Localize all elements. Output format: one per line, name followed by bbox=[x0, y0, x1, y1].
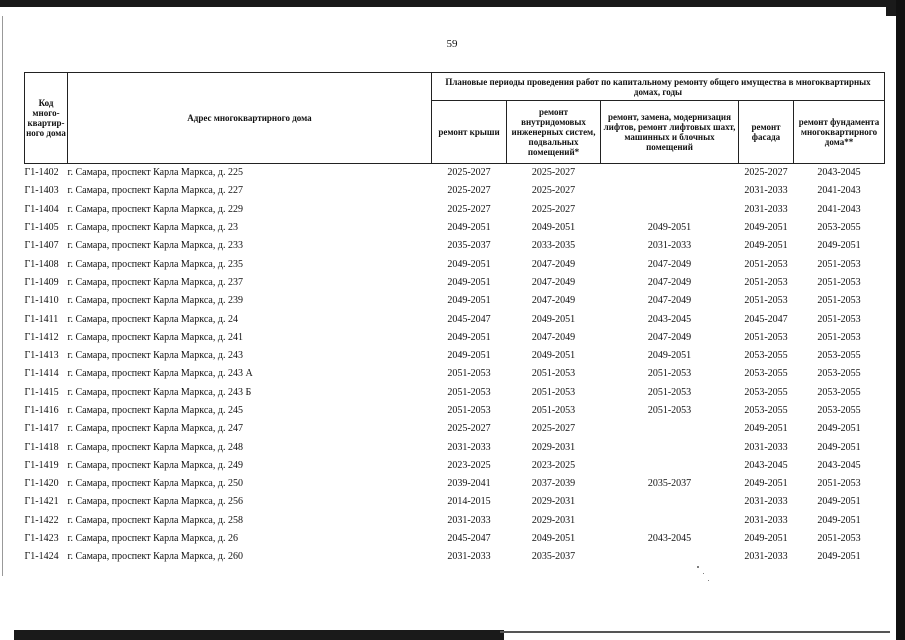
elevator-period bbox=[601, 493, 739, 511]
foundation-period: 2053-2055 bbox=[817, 350, 861, 362]
table-row bbox=[25, 164, 885, 183]
elevator-period: 2047-2049 bbox=[647, 331, 692, 343]
facade-period: 2031-2033 bbox=[744, 496, 788, 508]
table-row bbox=[25, 365, 885, 383]
roof-period: 2025-2027 bbox=[447, 167, 491, 179]
elevator-period: 2047-2049 bbox=[647, 276, 692, 288]
house-address: г. Самара, проспект Карла Маркса, д. 243 Б bbox=[67, 386, 252, 398]
elevator-period: 2051-2053 bbox=[647, 405, 692, 416]
table-row bbox=[25, 329, 885, 347]
house-code: Г1-1405 bbox=[24, 222, 59, 234]
house-address: г. Самара, проспект Карла Маркса, д. 249 bbox=[67, 459, 243, 471]
engineering-period: 2023-2025 bbox=[531, 459, 576, 471]
header-elevators: ремонт, замена, модернизация лифтов, ремонт лифтовых шахт, машинных и блочных помещений bbox=[601, 101, 739, 164]
foundation-period: 2043-2045 bbox=[817, 167, 861, 179]
foundation-period: 2051-2053 bbox=[817, 331, 861, 343]
scan-border-bottom bbox=[14, 630, 504, 640]
foundation-period: 2051-2053 bbox=[817, 313, 861, 325]
house-code: Г1-1413 bbox=[24, 350, 59, 362]
scan-border-right bbox=[896, 0, 905, 640]
engineering-period: 2047-2049 bbox=[531, 331, 576, 343]
table-body bbox=[25, 164, 885, 567]
elevator-period bbox=[601, 512, 739, 530]
engineering-period: 2051-2053 bbox=[531, 368, 576, 380]
house-code: Г1-1402 bbox=[24, 167, 59, 179]
table-row bbox=[25, 512, 885, 530]
engineering-period: 2033-2035 bbox=[531, 240, 576, 252]
foundation-period: 2049-2051 bbox=[817, 496, 861, 508]
page-number: 59 bbox=[446, 38, 458, 50]
house-address: г. Самара, проспект Карла Маркса, д. 237 bbox=[67, 276, 243, 288]
table-row bbox=[25, 274, 885, 292]
table-row bbox=[25, 182, 885, 200]
roof-period: 2051-2053 bbox=[447, 368, 491, 380]
house-address: г. Самара, проспект Карла Маркса, д. 250 bbox=[67, 478, 243, 490]
engineering-period: 2047-2049 bbox=[531, 276, 576, 288]
roof-period: 2025-2027 bbox=[447, 423, 491, 435]
house-code: Г1-1416 bbox=[24, 405, 59, 416]
foundation-period: 2049-2051 bbox=[817, 423, 861, 435]
elevator-period bbox=[601, 420, 739, 438]
engineering-period: 2029-2031 bbox=[531, 496, 576, 508]
foundation-period: 2043-2045 bbox=[817, 459, 861, 471]
elevator-period: 2047-2049 bbox=[647, 258, 692, 270]
house-code: Г1-1409 bbox=[24, 276, 59, 288]
foundation-period: 2041-2043 bbox=[817, 185, 861, 197]
foundation-period: 2051-2053 bbox=[817, 276, 861, 288]
house-code: Г1-1407 bbox=[24, 240, 59, 252]
roof-period: 2035-2037 bbox=[447, 240, 491, 252]
house-code: Г1-1404 bbox=[24, 203, 59, 215]
elevator-period: 2049-2051 bbox=[647, 222, 692, 234]
facade-period: 2031-2033 bbox=[744, 441, 788, 453]
table-row bbox=[25, 292, 885, 310]
roof-period: 2031-2033 bbox=[447, 551, 491, 563]
scan-border-top-gap bbox=[0, 7, 886, 16]
facade-period: 2031-2033 bbox=[744, 551, 788, 563]
table-row bbox=[25, 237, 885, 255]
elevator-period bbox=[601, 182, 739, 200]
elevator-period: 2051-2053 bbox=[647, 368, 692, 380]
house-address: г. Самара, проспект Карла Маркса, д. 227 bbox=[67, 185, 243, 197]
foundation-period: 2049-2051 bbox=[817, 551, 861, 563]
header-facade: ремонт фасада bbox=[739, 101, 794, 164]
header-code: Код много-квартир-ного дома bbox=[25, 73, 68, 164]
house-address: г. Самара, проспект Карла Маркса, д. 239 bbox=[67, 295, 243, 307]
facade-period: 2053-2055 bbox=[744, 386, 788, 398]
scan-speck bbox=[708, 580, 709, 581]
header-foundation: ремонт фундамента многоквартирного дома** bbox=[794, 101, 885, 164]
house-address: г. Самара, проспект Карла Маркса, д. 26 bbox=[67, 533, 238, 545]
roof-period: 2049-2051 bbox=[447, 350, 491, 362]
foundation-period: 2053-2055 bbox=[817, 386, 861, 398]
engineering-period: 2035-2037 bbox=[531, 551, 576, 563]
roof-period: 2049-2051 bbox=[447, 295, 491, 307]
table-row bbox=[25, 530, 885, 548]
foundation-period: 2049-2051 bbox=[817, 441, 861, 453]
roof-period: 2049-2051 bbox=[447, 276, 491, 288]
roof-period: 2031-2033 bbox=[447, 441, 491, 453]
house-code: Г1-1410 bbox=[24, 295, 59, 307]
elevator-period bbox=[601, 201, 739, 219]
engineering-period: 2025-2027 bbox=[531, 423, 576, 435]
house-code: Г1-1424 bbox=[24, 551, 59, 563]
house-code: Г1-1417 bbox=[24, 423, 59, 435]
elevator-period: 2031-2033 bbox=[647, 240, 692, 252]
roof-period: 2031-2033 bbox=[447, 514, 491, 526]
table-row bbox=[25, 384, 885, 402]
table-row bbox=[25, 457, 885, 475]
roof-period: 2051-2053 bbox=[447, 405, 491, 416]
table-row bbox=[25, 475, 885, 493]
house-address: г. Самара, проспект Карла Маркса, д. 241 bbox=[67, 331, 243, 343]
header-engineering-systems: ремонт внутридомовых инженерных систем, подвальных помещений* bbox=[507, 101, 601, 164]
facade-period: 2043-2045 bbox=[744, 459, 788, 471]
engineering-period: 2037-2039 bbox=[531, 478, 576, 490]
facade-period: 2051-2053 bbox=[744, 258, 788, 270]
house-address: г. Самара, проспект Карла Маркса, д. 23 bbox=[67, 222, 238, 234]
roof-period: 2025-2027 bbox=[447, 203, 491, 215]
table-row bbox=[25, 310, 885, 328]
engineering-period: 2029-2031 bbox=[531, 514, 576, 526]
roof-period: 2014-2015 bbox=[447, 496, 491, 508]
roof-period: 2049-2051 bbox=[447, 258, 491, 270]
engineering-period: 2025-2027 bbox=[531, 167, 576, 179]
facade-period: 2049-2051 bbox=[744, 240, 788, 252]
house-address: г. Самара, проспект Карла Маркса, д. 248 bbox=[67, 441, 243, 453]
engineering-period: 2029-2031 bbox=[531, 441, 576, 453]
capital-repair-table bbox=[24, 72, 885, 567]
elevator-period: 2043-2045 bbox=[647, 533, 692, 545]
scan-border-bottom-line bbox=[500, 631, 890, 633]
table-row bbox=[25, 438, 885, 456]
house-code: Г1-1408 bbox=[24, 258, 59, 270]
house-address: г. Самара, проспект Карла Маркса, д. 235 bbox=[67, 258, 243, 270]
house-address: г. Самара, проспект Карла Маркса, д. 260 bbox=[67, 551, 243, 563]
house-address: г. Самара, проспект Карла Маркса, д. 24 bbox=[67, 313, 238, 325]
header-address: Адрес многоквартирного дома bbox=[68, 73, 432, 164]
engineering-period: 2047-2049 bbox=[531, 258, 576, 270]
facade-period: 2053-2055 bbox=[744, 350, 788, 362]
scan-border-left bbox=[2, 16, 3, 576]
facade-period: 2051-2053 bbox=[744, 331, 788, 343]
house-code: Г1-1411 bbox=[24, 313, 59, 325]
foundation-period: 2053-2055 bbox=[817, 222, 861, 234]
facade-period: 2025-2027 bbox=[744, 167, 788, 179]
roof-period: 2023-2025 bbox=[447, 459, 491, 471]
engineering-period: 2051-2053 bbox=[531, 405, 576, 416]
house-code: Г1-1422 bbox=[24, 514, 59, 526]
foundation-period: 2041-2043 bbox=[817, 203, 861, 215]
roof-period: 2039-2041 bbox=[447, 478, 491, 490]
table-row bbox=[25, 548, 885, 566]
table-row bbox=[25, 201, 885, 219]
engineering-period: 2049-2051 bbox=[531, 222, 576, 234]
elevator-period: 2047-2049 bbox=[647, 295, 692, 307]
table-row bbox=[25, 402, 885, 420]
table-header-row bbox=[25, 73, 885, 101]
foundation-period: 2049-2051 bbox=[817, 240, 861, 252]
facade-period: 2049-2051 bbox=[744, 478, 788, 490]
table-row bbox=[25, 255, 885, 273]
house-address: г. Самара, проспект Карла Маркса, д. 247 bbox=[67, 423, 243, 435]
foundation-period: 2051-2053 bbox=[817, 258, 861, 270]
facade-period: 2049-2051 bbox=[744, 423, 788, 435]
facade-period: 2053-2055 bbox=[744, 368, 788, 380]
elevator-period: 2049-2051 bbox=[647, 350, 692, 362]
elevator-period bbox=[601, 438, 739, 456]
facade-period: 2031-2033 bbox=[744, 203, 788, 215]
roof-period: 2049-2051 bbox=[447, 331, 491, 343]
facade-period: 2049-2051 bbox=[744, 222, 788, 234]
roof-period: 2051-2053 bbox=[447, 386, 491, 398]
house-address: г. Самара, проспект Карла Маркса, д. 243 А bbox=[67, 368, 253, 380]
facade-period: 2051-2053 bbox=[744, 276, 788, 288]
elevator-period bbox=[601, 164, 739, 183]
house-address: г. Самара, проспект Карла Маркса, д. 245 bbox=[67, 405, 243, 416]
elevator-period: 2035-2037 bbox=[647, 478, 692, 490]
foundation-period: 2051-2053 bbox=[817, 478, 861, 490]
engineering-period: 2051-2053 bbox=[531, 386, 576, 398]
house-code: Г1-1412 bbox=[24, 331, 59, 343]
foundation-period: 2049-2051 bbox=[817, 514, 861, 526]
table-row bbox=[25, 347, 885, 365]
roof-period: 2045-2047 bbox=[447, 313, 491, 325]
house-address: г. Самара, проспект Карла Маркса, д. 225 bbox=[67, 167, 243, 179]
facade-period: 2045-2047 bbox=[744, 313, 788, 325]
house-code: Г1-1421 bbox=[24, 496, 59, 508]
facade-period: 2031-2033 bbox=[744, 185, 788, 197]
house-address: г. Самара, проспект Карла Маркса, д. 243 bbox=[67, 350, 243, 362]
table-row bbox=[25, 493, 885, 511]
engineering-period: 2025-2027 bbox=[531, 185, 576, 197]
facade-period: 2053-2055 bbox=[744, 405, 788, 416]
house-address: г. Самара, проспект Карла Маркса, д. 258 bbox=[67, 514, 243, 526]
engineering-period: 2047-2049 bbox=[531, 295, 576, 307]
elevator-period: 2043-2045 bbox=[647, 313, 692, 325]
engineering-period: 2049-2051 bbox=[531, 350, 576, 362]
house-address: г. Самара, проспект Карла Маркса, д. 256 bbox=[67, 496, 243, 508]
roof-period: 2025-2027 bbox=[447, 185, 491, 197]
header-planned-periods: Плановые периоды проведения работ по капитальному ремонту общего имущества в многоквартирных домах, годы bbox=[432, 73, 885, 101]
facade-period: 2049-2051 bbox=[744, 533, 788, 545]
facade-period: 2051-2053 bbox=[744, 295, 788, 307]
engineering-period: 2049-2051 bbox=[531, 533, 576, 545]
house-code: Г1-1418 bbox=[24, 441, 59, 453]
foundation-period: 2053-2055 bbox=[817, 368, 861, 380]
house-code: Г1-1414 bbox=[24, 368, 59, 380]
engineering-period: 2049-2051 bbox=[531, 313, 576, 325]
foundation-period: 2053-2055 bbox=[817, 405, 861, 416]
elevator-period bbox=[601, 548, 739, 566]
house-code: Г1-1403 bbox=[24, 185, 59, 197]
header-roof: ремонт крыши bbox=[432, 101, 507, 164]
house-address: г. Самара, проспект Карла Маркса, д. 233 bbox=[67, 240, 243, 252]
house-code: Г1-1420 bbox=[24, 478, 59, 490]
scan-speck bbox=[703, 573, 704, 574]
table-row bbox=[25, 420, 885, 438]
table-row bbox=[25, 219, 885, 237]
house-address: г. Самара, проспект Карла Маркса, д. 229 bbox=[67, 203, 243, 215]
engineering-period: 2025-2027 bbox=[531, 203, 576, 215]
elevator-period bbox=[601, 457, 739, 475]
house-code: Г1-1415 bbox=[24, 386, 59, 398]
house-code: Г1-1423 bbox=[24, 533, 59, 545]
elevator-period: 2051-2053 bbox=[647, 386, 692, 398]
foundation-period: 2051-2053 bbox=[817, 533, 861, 545]
house-code: Г1-1419 bbox=[24, 459, 59, 471]
roof-period: 2049-2051 bbox=[447, 222, 491, 234]
roof-period: 2045-2047 bbox=[447, 533, 491, 545]
foundation-period: 2051-2053 bbox=[817, 295, 861, 307]
facade-period: 2031-2033 bbox=[744, 514, 788, 526]
